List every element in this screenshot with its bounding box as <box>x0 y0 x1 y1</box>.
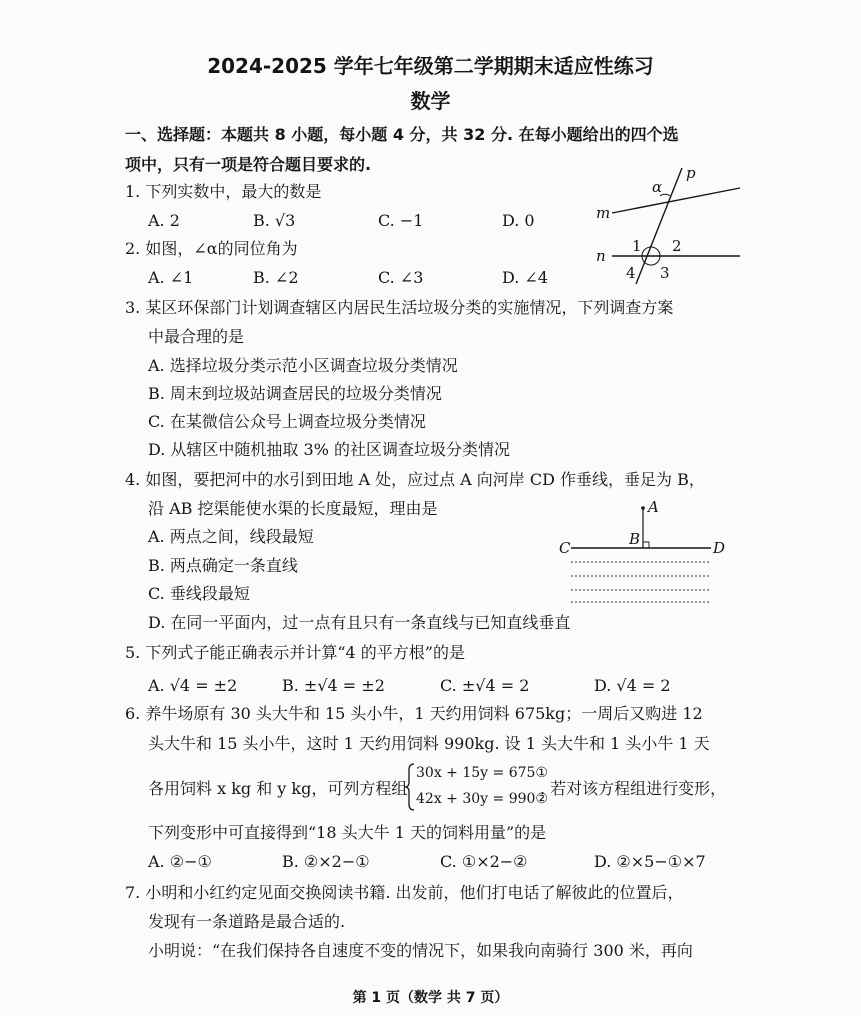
line-m <box>612 188 740 213</box>
label-m: m <box>596 204 611 222</box>
right-angle-mark <box>643 542 649 548</box>
label-1: 1 <box>632 237 642 255</box>
section-heading-line1: 一、选择题：本题共 8 小题，每小题 4 分，共 32 分. 在每小题给出的四个选 <box>125 125 679 144</box>
q1-option-c: C. −1 <box>378 211 424 230</box>
q6-option-b: B. ②×2−① <box>282 852 370 871</box>
label-p: p <box>686 164 696 182</box>
q6-option-d: D. ②×5−①×7 <box>594 852 706 871</box>
q6-line1: 6. 养牛场原有 30 头大牛和 15 头小牛，1 天约用饲料 675kg；一周后又购进 12 <box>125 704 703 723</box>
q6-line4: 下列变形中可直接得到“18 头大牛 1 天的饲料用量”的是 <box>148 823 547 842</box>
q4-option-a: A. 两点之间，线段最短 <box>148 527 314 546</box>
q6-option-a: A. ②−① <box>148 852 212 871</box>
q4-option-b: B. 两点确定一条直线 <box>148 556 298 575</box>
label-b: B <box>629 530 641 548</box>
q4-option-d: D. 在同一平面内，过一点有且只有一条直线与已知直线垂直 <box>148 613 571 632</box>
q2-option-b: B. ∠2 <box>253 268 299 287</box>
q2-option-a: A. ∠1 <box>148 268 194 287</box>
subject-title: 数学 <box>410 89 451 113</box>
q6-equation-2: 42x + 30y = 990② <box>416 791 548 807</box>
label-3: 3 <box>660 264 670 282</box>
q1-stem: 1. 下列实数中，最大的数是 <box>125 182 322 201</box>
q7-line2: 发现有一条道路是最合适的. <box>148 912 346 931</box>
q3-option-b: B. 周末到垃圾站调查居民的垃圾分类情况 <box>148 384 442 403</box>
q6-line2: 头大牛和 15 头小牛，这时 1 天约用饲料 990kg. 设 1 头大牛和 1 头小牛 1 天 <box>148 734 710 753</box>
label-4: 4 <box>626 264 636 282</box>
q6-line3-post: . 若对该方程组进行变形， <box>540 779 727 798</box>
label-alpha: α <box>652 178 663 196</box>
q2-stem: 2. 如图，∠α的同位角为 <box>125 239 298 258</box>
q5-option-d: D. √4 = 2 <box>594 676 671 695</box>
q7-line3: 小明说：“在我们保持各自速度不变的情况下，如果我向南骑行 300 米，再向 <box>148 941 693 960</box>
q5-option-b: B. ±√4 = ±2 <box>282 676 385 695</box>
q5-option-a: A. √4 = ±2 <box>148 676 238 695</box>
q3-stem-line1: 3. 某区环保部门计划调查辖区内居民生活垃圾分类的实施情况，下列调查方案 <box>125 298 674 317</box>
q3-option-a: A. 选择垃圾分类示范小区调查垃圾分类情况 <box>148 356 458 375</box>
label-c: C <box>559 539 571 557</box>
q5-stem: 5. 下列式子能正确表示并计算“4 的平方根”的是 <box>125 643 465 662</box>
q4-option-c: C. 垂线段最短 <box>148 584 250 603</box>
label-a: A <box>648 498 659 516</box>
label-2: 2 <box>672 237 682 255</box>
q1-option-a: A. 2 <box>148 211 180 230</box>
q4-stem-line2: 沿 AB 挖渠能使水渠的长度最短，理由是 <box>148 499 438 518</box>
q2-option-c: C. ∠3 <box>378 268 424 287</box>
q6-equation-1: 30x + 15y = 675① <box>416 765 548 781</box>
q3-option-c: C. 在某微信公众号上调查垃圾分类情况 <box>148 412 426 431</box>
label-n: n <box>596 247 606 265</box>
point-a <box>641 506 645 510</box>
q5-option-c: C. ±√4 = 2 <box>440 676 530 695</box>
page-footer: 第 1 页（数学 共 7 页） <box>352 990 509 1006</box>
label-d: D <box>713 539 726 557</box>
q6-option-c: C. ①×2−② <box>440 852 528 871</box>
section-heading-line2: 项中，只有一项是符合题目要求的. <box>125 155 372 174</box>
q2-angle-figure <box>590 160 750 290</box>
q3-option-d: D. 从辖区中随机抽取 3% 的社区调查垃圾分类情况 <box>148 440 510 459</box>
q4-stem-line1: 4. 如图，要把河中的水引到田地 A 处，应过点 A 向河岸 CD 作垂线，垂足为 B， <box>125 470 705 489</box>
q7-line1: 7. 小明和小红约定见面交换阅读书籍. 出发前，他们打电话了解彼此的位置后， <box>125 883 684 902</box>
exam-title: 2024-2025 学年七年级第二学期期末适应性练习 <box>207 54 654 78</box>
q3-stem-line2: 中最合理的是 <box>148 327 245 346</box>
q1-option-b: B. √3 <box>253 211 296 230</box>
q2-option-d: D. ∠4 <box>502 268 549 287</box>
q6-line3-pre: 各用饲料 x kg 和 y kg，可列方程组 <box>148 779 408 798</box>
equation-brace <box>404 762 416 812</box>
q4-river-figure <box>555 496 735 608</box>
q1-option-d: D. 0 <box>502 211 535 230</box>
